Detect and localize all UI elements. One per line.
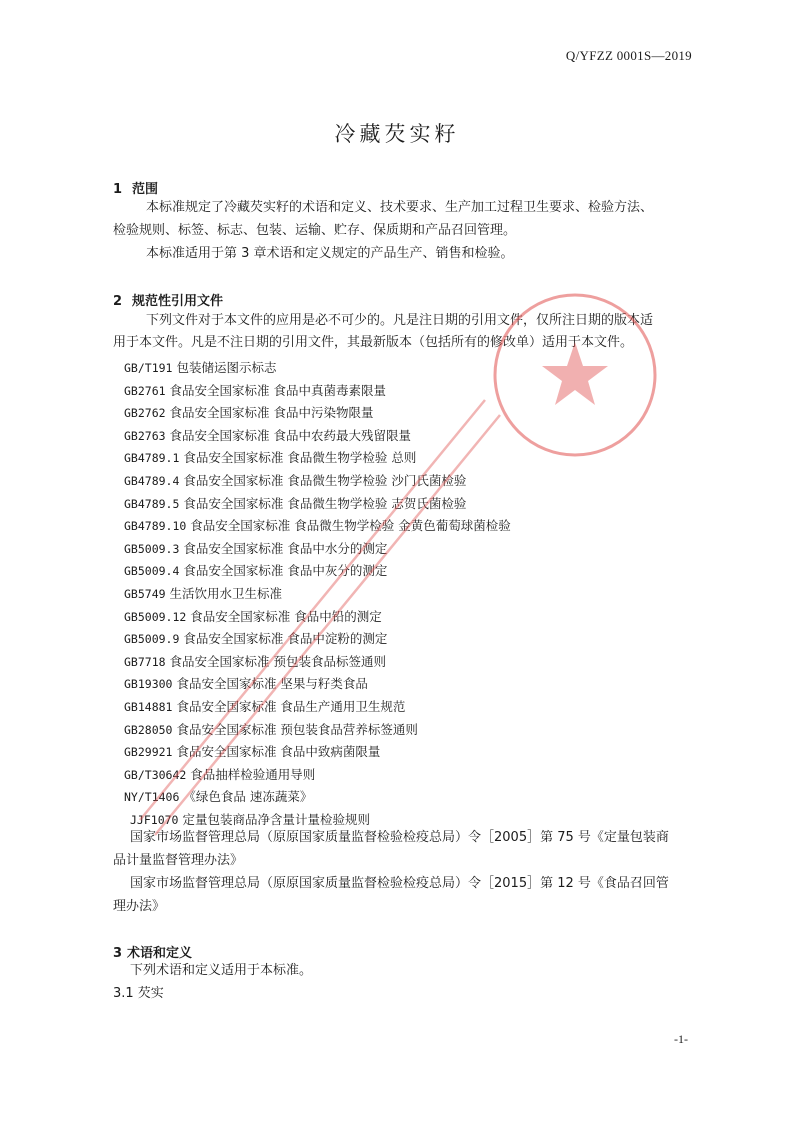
section-2-heading [113,290,223,309]
reference-title: 生活饮用水卫生标准 [169,585,283,601]
order-2-line-2: 理办法》 [113,899,166,914]
reference-title: 食品安全国家标准 坚果与籽类食品 [176,676,368,692]
reference-title: 食品安全国家标准 食品中致病菌限量 [176,744,381,760]
reference-title: 食品安全国家标准 食品中淀粉的测定 [183,631,388,647]
reference-title: 食品安全国家标准 食品中灰分的测定 [183,563,388,579]
section-title: 范围 [132,182,159,197]
scope-paragraph-line-2: 检验规则、标签、标志、包装、运输、贮存、保质期和产品召回管理。 [113,223,517,238]
terms-intro: 下列术语和定义适用于本标准。 [130,963,313,978]
reference-code: GB5749 [124,586,166,601]
reference-code: GB14881 [124,699,173,714]
section-number: 1 [113,182,123,197]
reference-code: GB5009.3 [124,541,180,556]
reference-code: GB28050 [124,722,173,737]
section-number: 2 [113,294,123,309]
page-number: -1- [674,1032,688,1046]
reference-title: 定量包装商品净含量计量检验规则 [182,811,370,827]
section-title: 术语和定义 [127,946,193,961]
refs-intro-line-1: 下列文件对于本文件的应用是必不可少的。凡是注日期的引用文件，仅所注日期的版本适 [146,313,654,328]
terms-sub-3-1: 3.1 芡实 [113,986,164,1001]
reference-code: GB2762 [124,406,166,421]
diagonal-stamp-icon [130,380,510,840]
section-title: 规范性引用文件 [132,294,224,309]
reference-title: 食品抽样检验通用导则 [190,766,316,782]
reference-code: GB5009.12 [124,609,187,624]
reference-title: 食品安全国家标准 食品微生物学检验 志贺氏菌检验 [183,495,467,511]
section-number: 3 [113,946,123,961]
seal-stamp-icon [490,290,660,460]
document-code: Q/YFZZ 0001S—2019 [565,48,692,63]
reference-code: NY/T1406 [124,790,180,805]
reference-code: GB7718 [124,654,166,669]
reference-title: 食品安全国家标准 预包装食品标签通则 [169,653,387,669]
reference-title: 食品安全国家标准 食品微生物学检验 沙门氏菌检验 [183,472,467,488]
section-1-heading [113,178,158,197]
reference-code: GB5009.4 [124,564,180,579]
scope-paragraph-2: 本标准适用于第 3 章术语和定义规定的产品生产、销售和检验。 [146,246,514,261]
reference-title: 食品安全国家标准 食品中铅的测定 [190,608,382,624]
reference-code: JJF1070 [130,812,179,827]
reference-title: 食品安全国家标准 食品中农药最大残留限量 [169,427,412,443]
reference-code: GB4789.4 [124,473,180,488]
order-2-line-1: 国家市场监督管理总局（原原国家质量监督检验检疫总局）令［2015］第 12 号《食品召回管 [130,876,669,891]
reference-code: GB5009.9 [124,632,180,647]
reference-code: GB2761 [124,383,166,398]
reference-code: GB4789.5 [124,496,180,511]
reference-title: 《绿色食品 速冻蔬菜》 [183,789,313,805]
reference-title: 食品安全国家标准 食品生产通用卫生规范 [176,698,406,714]
reference-title: 食品安全国家标准 食品中水分的测定 [183,540,388,556]
reference-code: GB/T30642 [124,767,187,782]
order-1-line-2: 品计量监督管理办法》 [113,853,244,868]
reference-code: GB19300 [124,677,173,692]
reference-code: GB2763 [124,428,166,443]
reference-title: 食品安全国家标准 预包装食品营养标签通则 [176,721,418,737]
reference-code: GB4789.10 [124,519,187,534]
order-1-line-1: 国家市场监督管理总局（原原国家质量监督检验检疫总局）令［2005］第 75 号《定量包装商 [130,830,669,845]
page-title: 冷藏芡实籽 [334,122,460,146]
reference-title: 食品安全国家标准 食品中污染物限量 [169,405,374,421]
scope-paragraph-line-1: 本标准规定了冷藏芡实籽的术语和定义、技术要求、生产加工过程卫生要求、检验方法、 [146,200,654,215]
refs-intro-line-2: 用于本文件。凡是不注日期的引用文件，其最新版本（包括所有的修改单）适用于本文件。 [113,335,634,350]
reference-code: GB4789.1 [124,451,180,466]
reference-code: GB/T191 [124,361,173,375]
reference-code: GB29921 [124,745,173,760]
reference-title: 食品安全国家标准 食品微生物学检验 总则 [183,450,417,466]
reference-item [124,357,511,380]
reference-title: 包装储运图示标志 [176,360,277,375]
reference-title: 食品安全国家标准 食品微生物学检验 金黄色葡萄球菌检验 [190,518,511,534]
reference-title: 食品安全国家标准 食品中真菌毒素限量 [169,382,387,398]
